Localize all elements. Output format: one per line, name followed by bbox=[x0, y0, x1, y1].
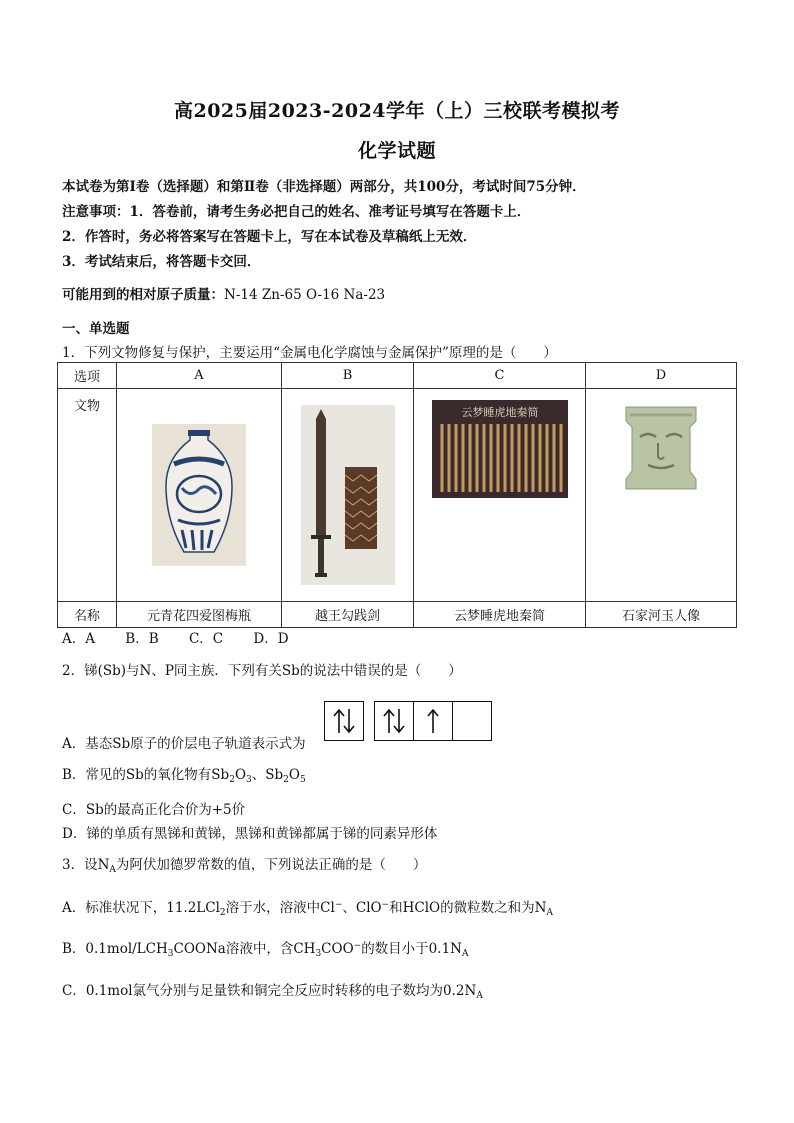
orbital-5p-cell-3 bbox=[453, 702, 491, 740]
jade-figure-image bbox=[618, 399, 704, 499]
q3-stem-prefix: 3．设N bbox=[62, 857, 110, 873]
q1-name-d: 石家河玉人像 bbox=[586, 602, 737, 628]
orbital-box-5s bbox=[324, 701, 364, 741]
section-title: 一、单选题 bbox=[62, 321, 130, 337]
q3-option-b-prefix: B．0.1mol/LCH bbox=[62, 941, 168, 957]
q1-name-b: 越王勾践剑 bbox=[282, 602, 414, 628]
q2-stem: 2．锑(Sb)与N、P同主族．下列有关Sb的说法中错误的是（ ） bbox=[62, 663, 462, 679]
orbital-5p-cell-1 bbox=[375, 702, 414, 740]
q3-stem: 3．设$N_A$为阿伏加德罗常数的值，下列说法正确的是（ ） bbox=[62, 857, 427, 875]
q1-header-option: 选项 bbox=[58, 363, 117, 389]
q2-option-c: C．Sb的最高正化合价为+5价 bbox=[62, 802, 246, 818]
q1-cell-d bbox=[586, 389, 737, 602]
q1-table bbox=[57, 362, 737, 628]
orbital-5s-cell bbox=[325, 702, 363, 740]
sword-image bbox=[301, 405, 395, 585]
intro-line-3: 2．作答时，务必将答案写在答题卡上，写在本试卷及草稿纸上无效． bbox=[62, 229, 477, 245]
vase-image bbox=[152, 424, 246, 566]
q1-option-c: C．C bbox=[188, 631, 224, 647]
q1-stem: 1．下列文物修复与保护，主要运用“金属电化学腐蚀与金属保护”原理的是（ ） bbox=[62, 345, 557, 361]
q3-stem-suffix: 为阿伏加德罗常数的值，下列说法正确的是（ ） bbox=[115, 857, 427, 873]
q1-row-label-artifact: 文物 bbox=[58, 389, 117, 602]
bamboo-slips-image bbox=[432, 400, 568, 498]
q1-row-label-name: 名称 bbox=[58, 602, 117, 628]
q3-option-b: B．$0.1mol/LCH_3COONa$溶液中，含$CH_3COO^-$的数目小于$0.1N_A$ bbox=[62, 941, 469, 959]
q1-header-b: B bbox=[282, 363, 414, 389]
q2-option-d: D．锑的单质有黑锑和黄锑，黑锑和黄锑都属于锑的同素异形体 bbox=[62, 826, 438, 842]
q1-header-d: D bbox=[586, 363, 737, 389]
q1-table-image-row bbox=[58, 389, 737, 602]
q1-table-name-row bbox=[58, 602, 737, 628]
up-down-arrows-icon bbox=[331, 707, 357, 735]
q3-option-a-prefix: A．标准状况下，11.2LCl bbox=[62, 900, 220, 916]
q1-option-a: A．A bbox=[62, 631, 95, 647]
atomic-mass-line bbox=[62, 283, 385, 303]
atomic-mass-values: N-14 Zn-65 O-16 Na-23 bbox=[224, 287, 386, 303]
q1-table-header-row bbox=[58, 363, 737, 389]
q2-option-b-text: B．常见的Sb的氧化物有Sb bbox=[62, 767, 230, 783]
orbital-box-5p bbox=[374, 701, 492, 741]
intro-line-1: 本试卷为第Ⅰ卷（选择题）和第Ⅱ卷（非选择题）两部分，共100分，考试时间75分钟． bbox=[62, 179, 586, 195]
exam-title: 高2025届2023-2024学年（上）三校联考模拟考 bbox=[173, 100, 621, 122]
exam-subtitle: 化学试题 bbox=[357, 140, 436, 162]
q1-cell-a bbox=[117, 389, 282, 602]
q3-option-c: C．0.1mol氯气分别与足量铁和铜完全反应时转移的电子数均为$0.2N_A$ bbox=[62, 983, 483, 1001]
q1-header-a: A bbox=[117, 363, 282, 389]
q1-cell-b bbox=[282, 389, 414, 602]
q1-name-a: 元青花四爱图梅瓶 bbox=[117, 602, 282, 628]
q3-option-a: A．标准状况下，11.2LCl$_2$溶于水，溶液中Cl−、ClO−和HClO的微粒数之和为$N_A$ bbox=[62, 900, 553, 918]
up-arrow-icon bbox=[420, 707, 446, 735]
q3-option-c-prefix: C．0.1mol氯气分别与足量铁和铜完全反应时转移的电子数均为0.2N bbox=[62, 983, 477, 999]
q1-option-b: B．B bbox=[125, 631, 159, 647]
q1-options bbox=[62, 627, 289, 647]
q2-option-b: B．常见的Sb的氧化物有$Sb_2O_3$、$Sb_2O_5$ bbox=[62, 767, 306, 785]
up-down-arrows-icon bbox=[381, 707, 407, 735]
q1-option-d: D．D bbox=[253, 631, 289, 647]
orbital-5p-cell-2 bbox=[414, 702, 453, 740]
bamboo-slips-caption: 云梦睡虎地秦简 bbox=[461, 406, 538, 419]
intro-line-4: 3．考试结束后，将答题卡交回． bbox=[62, 254, 261, 270]
q2-option-a: A．基态Sb原子的价层电子轨道表示式为 bbox=[62, 736, 306, 752]
q3-option-a-suffix: 溶于水，溶液中Cl bbox=[225, 900, 335, 916]
q1-header-c: C bbox=[414, 363, 586, 389]
q1-name-c: 云梦睡虎地秦简 bbox=[414, 602, 586, 628]
q1-cell-c bbox=[414, 389, 586, 602]
atomic-mass-label: 可能用到的相对原子质量： bbox=[62, 287, 224, 303]
intro-line-2: 注意事项：1．答卷前，请考生务必把自己的姓名、准考证号填写在答题卡上． bbox=[62, 204, 531, 220]
